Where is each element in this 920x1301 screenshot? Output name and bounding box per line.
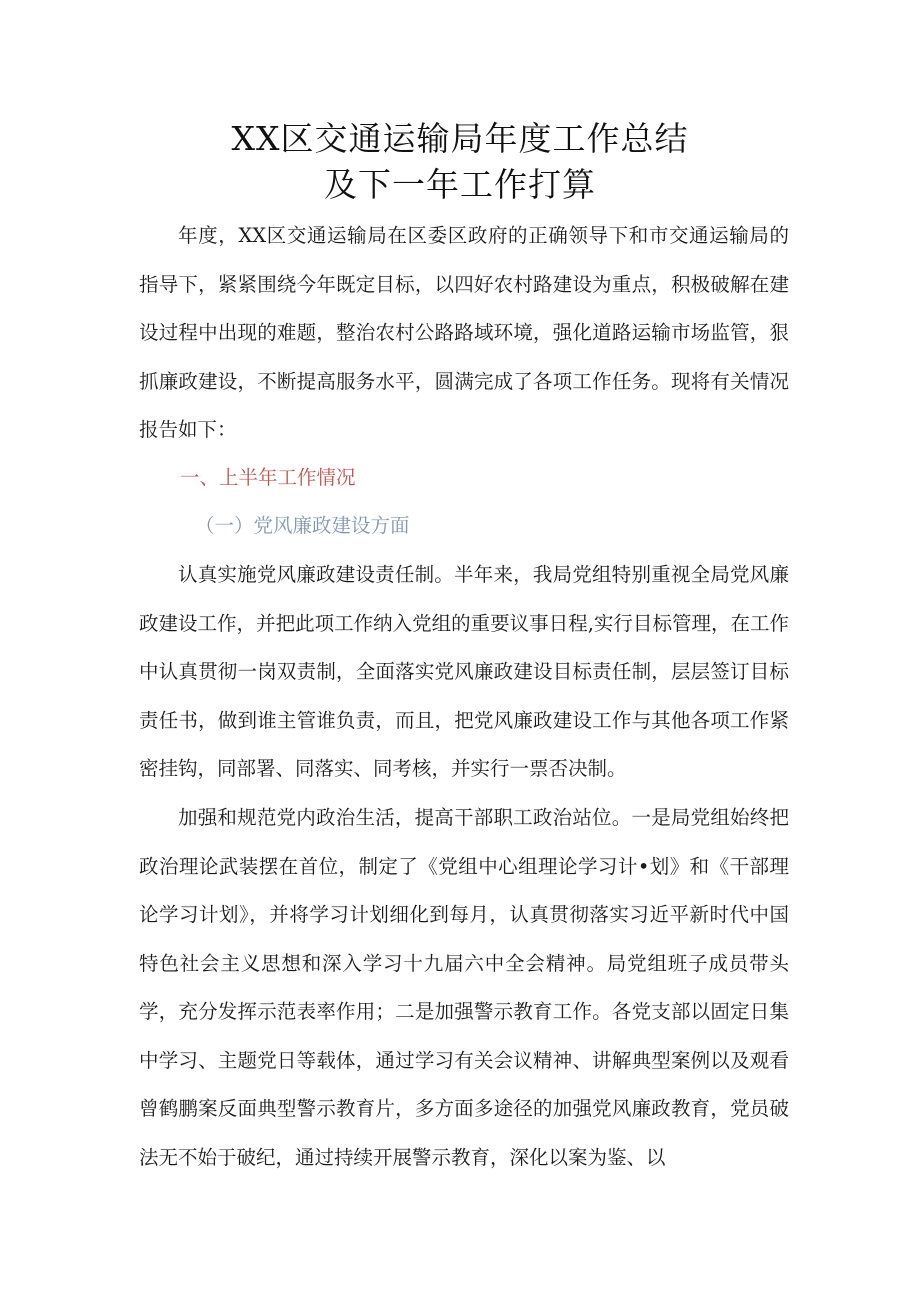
document-title-line-2: 及下一年工作打算 [324,165,596,204]
section-heading: 一、上半年工作情况 [180,466,356,489]
subsection-heading: （一）党风廉政建设方面 [195,514,410,537]
document-title-line-1: XX区交通运输局年度工作总结 [231,119,689,158]
body-paragraph-2: 加强和规范党内政治生活，提高干部职工政治站位。一是局党组始终把政治理论武装摆在首位，制定了《党组中心组理论学习计•划》和《干部理论学习计划》，并将学习计划细化到每月，认真贯彻落实习近平新时代中国特色社会主义思想和深入学习十九届六中全会精神。局党组班子成员带头学，充分发挥示范表率作用；二是加强警示教育工作。各党支部以固定日集中学习、主题党日等载体，通过学习有关会议精神、讲解典型案例以及观看曾鹤鹏案反面典型警示教育片，多方面多途径的加强党风廉政教育，党员破法无不始于破纪，通过持续开展警示教育，深化以案为鉴、以 [139,806,789,1169]
intro-paragraph: 年度，XX区交通运输局在区委区政府的正确领导下和市交通运输局的指导下，紧紧围绕今年既定目标，以四好农村路建设为重点，积极破解在建设过程中出现的难题，整治农村公路路域环境，强化道路运输市场监管，狠抓廉政建设，不断提高服务水平，圆满完成了各项工作任务。现将有关情况报告如下： [139,224,789,441]
body-paragraph-1: 认真实施党风廉政建设责任制。半年来，我局党组特别重视全局党风廉政建设工作，并把此项工作纳入党组的重要议事日程,实行目标管理，在工作中认真贯彻一岗双责制，全面落实党风廉政建设目标责任制，层层签订目标责任书，做到谁主管谁负责，而且，把党风廉政建设工作与其他各项工作紧密挂钩，同部署、同落实、同考核，并实行一票否决制。 [139,563,789,780]
